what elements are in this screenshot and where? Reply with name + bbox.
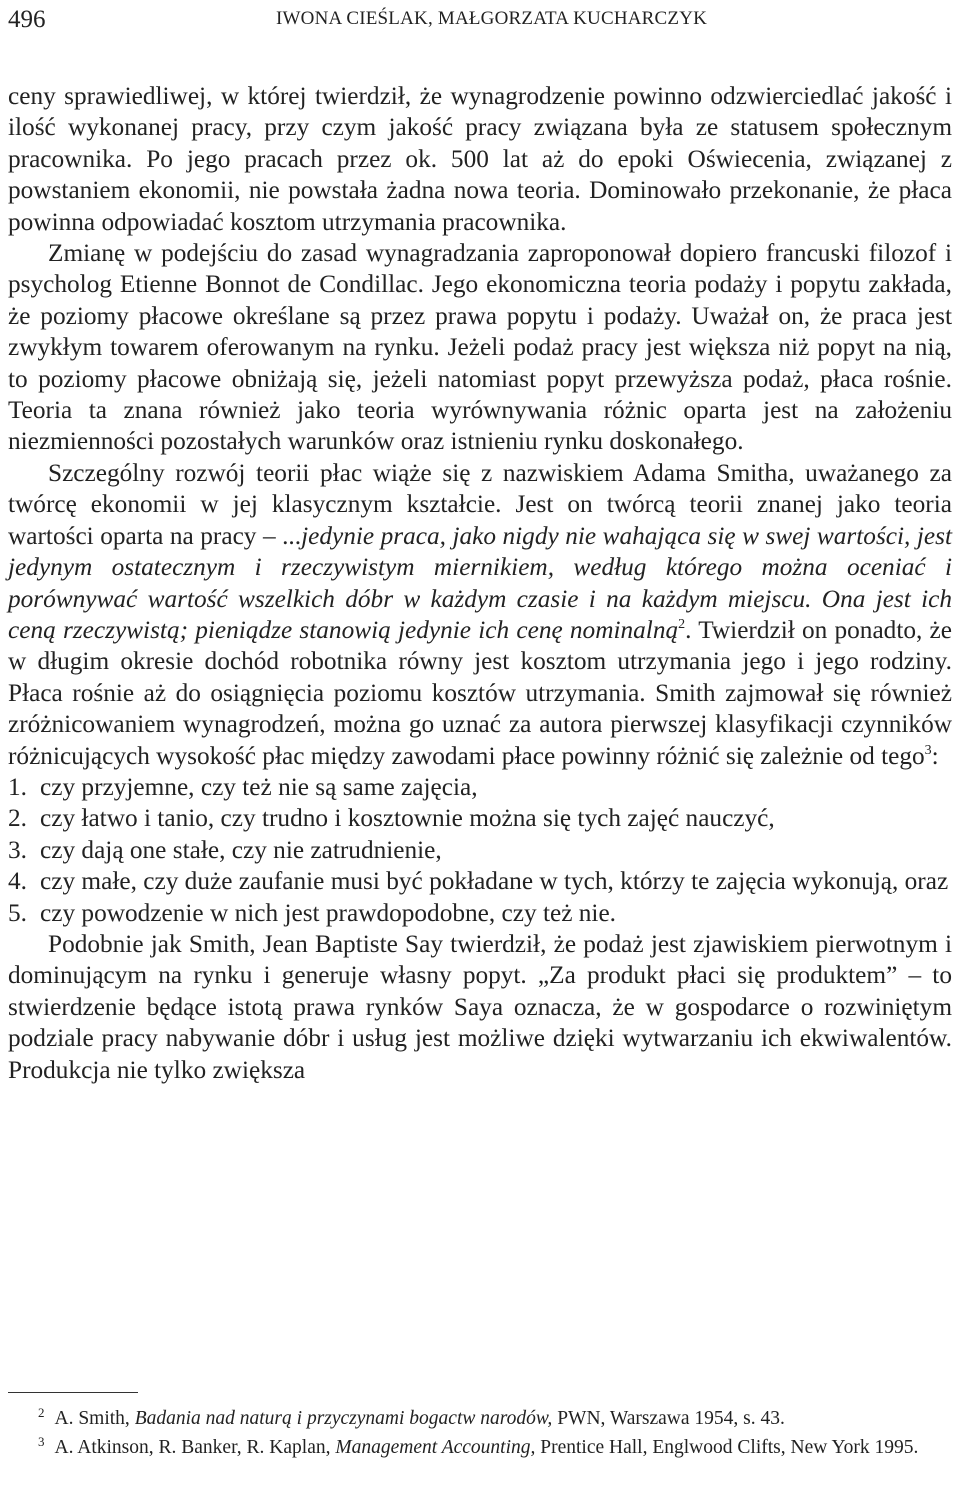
list-item — [8, 835, 952, 866]
list-number: 2. — [8, 804, 27, 833]
paragraph-3-start: Szczególny rozwój teorii płac wiąże się z nazwiskiem Adama Smitha, uważanego za twórcę ekonomii w jej klasycznym kształcie. Jest on twórcą teorii znanej jako teoria wartości oparta na pracy – ... — [8, 458, 952, 550]
paragraph-4: Podobnie jak Smith, Jean Baptiste Say twierdził, że podaż jest zjawiskiem pierwotnym i dominującym na rynku i generuje własny popyt. „Za produkt płaci się produktem” – to stwierdzenie będące istotą prawa rynków Saya oznacza, że w gospodarce o rozwiniętym podziale pracy nabywanie dóbr i usług jest możliwe dzięki wytwarzaniu ich ekwiwalentów. Produkcja nie tylko zwiększa — [8, 929, 952, 1084]
list-number: 5. — [8, 898, 27, 927]
footnote-author: A. Smith, — [54, 1408, 135, 1429]
paragraph-3-end: . Twierdził on ponadto, że w długim okresie dochód robotnika równy jest kosztom utrzymania jego i jego rodziny. Płaca rośnie aż do osiągnięcia poziomu kosztów utrzymania. Smith zajmował się również zróżnicowaniem wynagrodzeń, można go uznać za autora pierwszej klasyfikacji czynników różnicujących wysokość płac między zawodami płace powinny różnić się zależnie od tego — [8, 615, 952, 770]
list-text: czy dają one stałe, czy nie zatrudnienie, — [40, 835, 442, 864]
footnotes — [8, 1404, 952, 1462]
paragraph-3-colon: : — [931, 741, 939, 770]
footnote-title: Management Accounting, — [335, 1437, 536, 1458]
list-item — [8, 898, 952, 929]
footnote-mark: 3 — [38, 1434, 45, 1449]
page-number: 496 — [8, 6, 46, 33]
footnote-mark: 2 — [38, 1405, 45, 1420]
footnote-ref-2: 2 — [678, 616, 686, 632]
list-number: 1. — [8, 772, 27, 801]
list-item — [8, 866, 952, 897]
list-item — [8, 772, 952, 803]
list-text: czy przyjemne, czy też nie są same zajęcia, — [40, 772, 478, 801]
list-text: czy łatwo i tanio, czy trudno i kosztownie można się tych zajęć nauczyć, — [40, 804, 775, 833]
list-text: czy małe, czy duże zaufanie musi być pokładane w tych, którzy te zajęcia wykonują, oraz — [40, 867, 949, 896]
footnote-3 — [8, 1433, 952, 1462]
paragraph-2: Zmianę w podejściu do zasad wynagradzania zaproponował dopiero francuski filozof i psycholog Etienne Bonnot de Condillac. Jego ekonomiczna teoria podaży i popytu zakłada, że poziomy płacowe określane są przez prawa popytu i podaży. Uważał on, że praca jest zwykłym towarem oferowanym na rynku. Jeżeli podaż pracy jest większa niż popyt na nią, to poziomy płacowe obniżają się, jeżeli natomiast popyt przewyższa podaż, płaca rośnie. Teoria ta znana również jako teoria wyrównywania różnic oparta jest na założeniu niezmienności pozostałych warunków oraz istnieniu rynku doskonałego. — [8, 239, 952, 456]
running-head — [8, 4, 952, 34]
list-text: czy powodzenie w nich jest prawdopodobne, czy też nie. — [40, 898, 616, 927]
wage-criteria-list — [8, 772, 952, 929]
paragraph-3 — [8, 458, 952, 772]
running-head-title: IWONA CIEŚLAK, MAŁGORZATA KUCHARCZYK — [276, 8, 708, 29]
footnote-2 — [8, 1404, 952, 1433]
footnote-publisher: PWN, Warszawa 1954, s. 43. — [552, 1408, 785, 1429]
footnote-title: Badania nad naturą i przyczynami bogactw narodów, — [134, 1408, 553, 1429]
list-number: 3. — [8, 835, 27, 864]
body-text — [8, 81, 952, 1086]
list-number: 4. — [8, 867, 27, 896]
footnote-ref-3: 3 — [924, 742, 932, 758]
paragraph-1: ceny sprawiedliwej, w której twierdził, że wynagrodzenie powinno odzwierciedlać jakość i ilość wykonanej pracy, przy czym jakość pracy związana była ze statusem społecznym pracownika. Po jego pracach przez ok. 500 lat aż do epoki Oświecenia, związanej z powstaniem ekonomii, nie powstała żadna nowa teoria. Dominowało przekonanie, że płaca powinna odpowiadać kosztom utrzymania pracownika. — [8, 82, 952, 236]
footnote-separator — [8, 1392, 138, 1393]
list-item — [8, 803, 952, 834]
footnote-author: A. Atkinson, R. Banker, R. Kaplan, — [54, 1437, 336, 1458]
smith-quote: jedynie praca, jako nigdy nie wahająca się w swej wartości, jest jedynym ostatecznym i rzeczywistym miernikiem, według którego można oceniać i porównywać wartość wszelkich dóbr w każdym czasie i na każdym miejscu. Ona jest ich ceną rzeczywistą; pieniądze stanowią jedynie ich cenę nominalną — [8, 521, 953, 644]
footnote-publisher: Prentice Hall, Englwood Clifts, New York 1995. — [535, 1437, 919, 1458]
